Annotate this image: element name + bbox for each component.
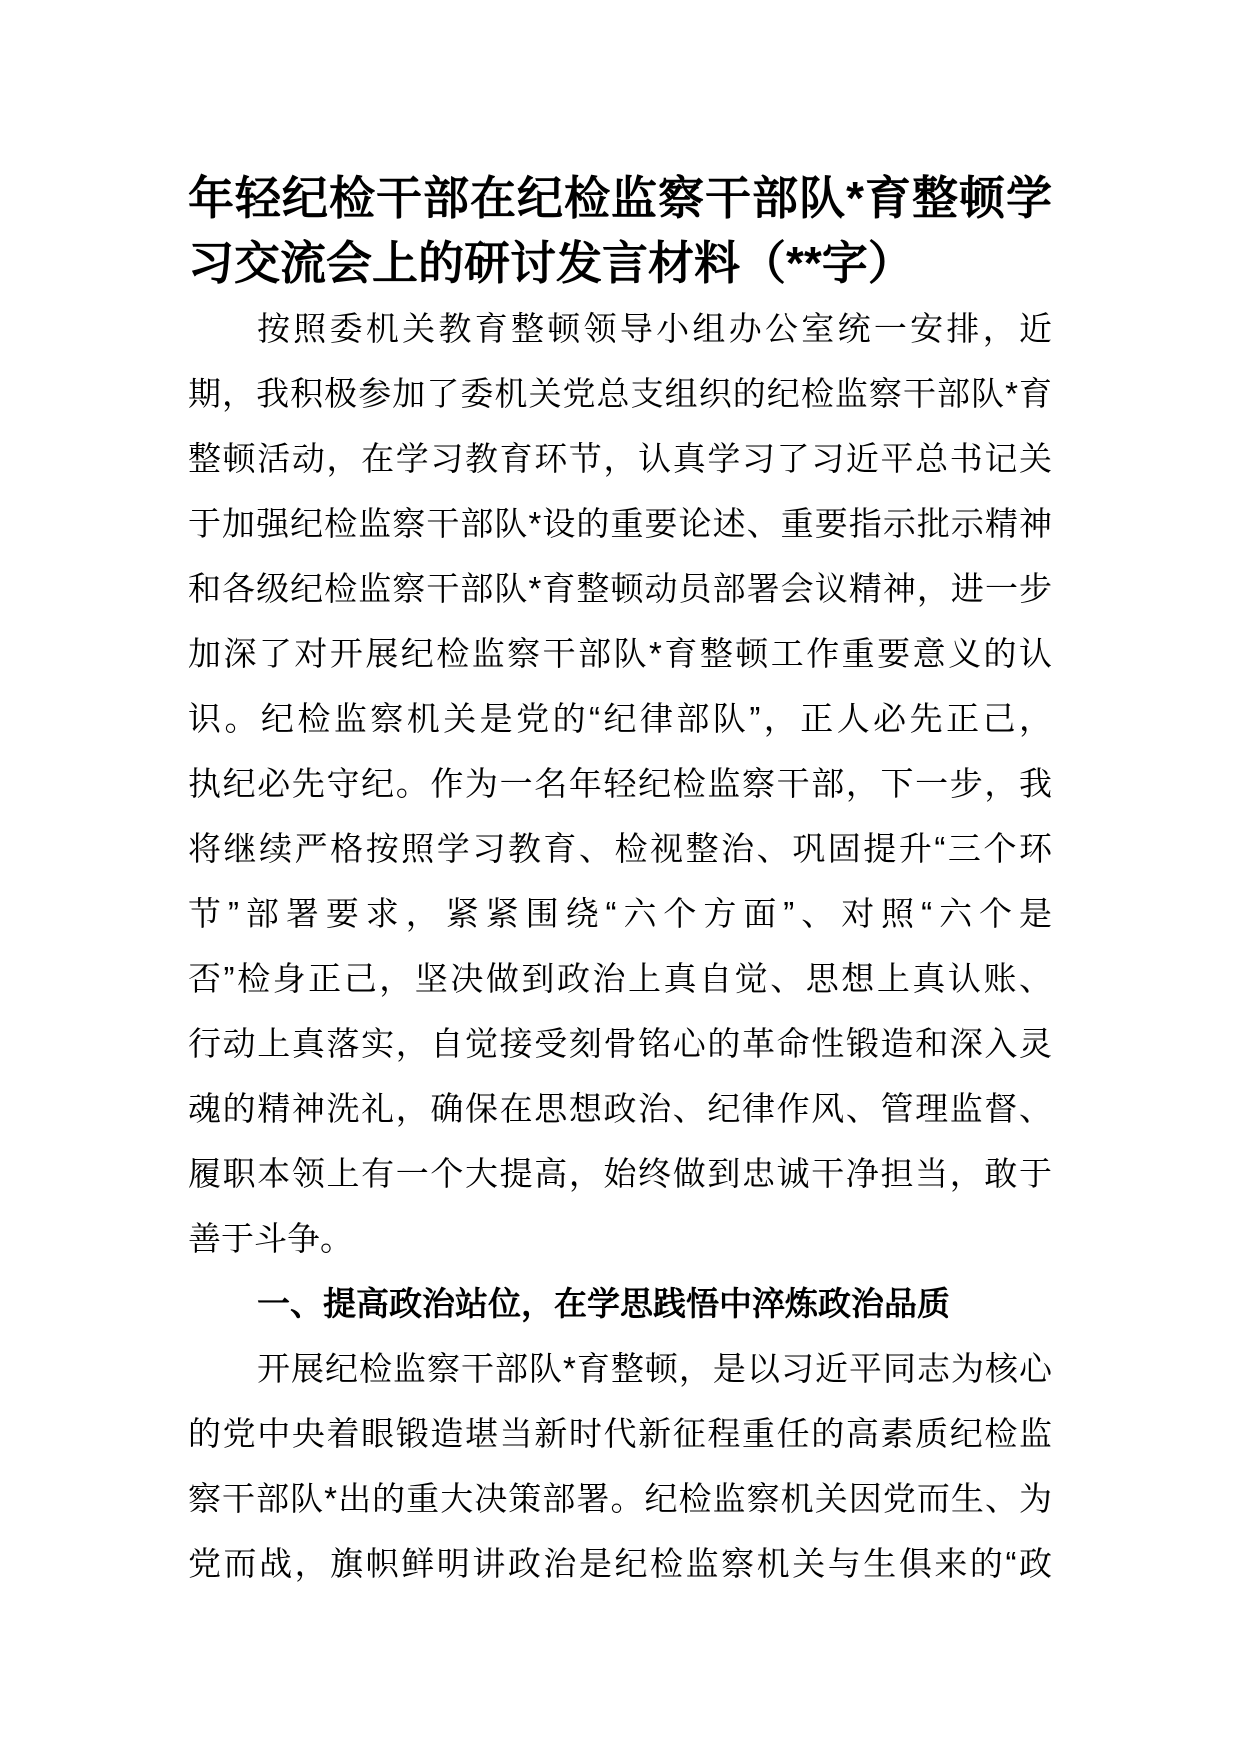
body-line: 将继续严格按照学习教育、检视整治、巩固提升“三个环 (188, 830, 1052, 867)
section-heading-1 (188, 1271, 1052, 1336)
body-line: 节”部署要求，紧紧围绕“六个方面”、对照“六个是 (188, 895, 1052, 932)
body-line: 否”检身正己，坚决做到政治上真自觉、思想上真认账、 (188, 960, 1052, 997)
body-line: 执纪必先守纪。作为一名年轻纪检监察干部，下一步，我 (188, 765, 1052, 802)
body-line: 行动上真落实，自觉接受刻骨铭心的革命性锻造和深入灵 (188, 1025, 1052, 1062)
body-line: 开展纪检监察干部队*育整顿，是以习近平同志为核心 (257, 1350, 1052, 1387)
title-line: 年轻纪检干部在纪检监察干部队*育整顿学 (188, 172, 1052, 224)
body-line: 期，我积极参加了委机关党总支组织的纪检监察干部队*育 (188, 375, 1052, 412)
body-line: 履职本领上有一个大提高，始终做到忠诚干净担当，敢于 (188, 1155, 1052, 1192)
body-line: 察干部队*出的重大决策部署。纪检监察机关因党而生、为 (188, 1480, 1052, 1517)
body-line: 加深了对开展纪检监察干部队*育整顿工作重要意义的认 (188, 635, 1052, 672)
body-line: 识。纪检监察机关是党的“纪律部队”，正人必先正己， (188, 700, 1052, 737)
body-line: 魂的精神洗礼，确保在思想政治、纪律作风、管理监督、 (188, 1090, 1052, 1127)
title-line: 习交流会上的研讨发言材料（**字） (188, 237, 914, 289)
body-line: 整顿活动，在学习教育环节，认真学习了习近平总书记关 (188, 440, 1052, 477)
heading-line: 一、提高政治站位，在学思践悟中淬炼政治品质 (257, 1285, 950, 1322)
body-line: 善于斗争。 (188, 1220, 353, 1257)
body-line: 党而战，旗帜鲜明讲政治是纪检监察机关与生俱来的“政 (188, 1545, 1052, 1582)
body-line: 于加强纪检监察干部队*设的重要论述、重要指示批示精神 (188, 505, 1052, 542)
body-line: 的党中央着眼锻造堪当新时代新征程重任的高素质纪检监 (188, 1415, 1052, 1452)
body-line: 按照委机关教育整顿领导小组办公室统一安排，近 (257, 310, 1052, 347)
document-title (188, 166, 1052, 296)
paragraph-2 (188, 1336, 1052, 1596)
body-line: 和各级纪检监察干部队*育整顿动员部署会议精神，进一步 (188, 570, 1052, 607)
paragraph-1 (188, 296, 1052, 1271)
